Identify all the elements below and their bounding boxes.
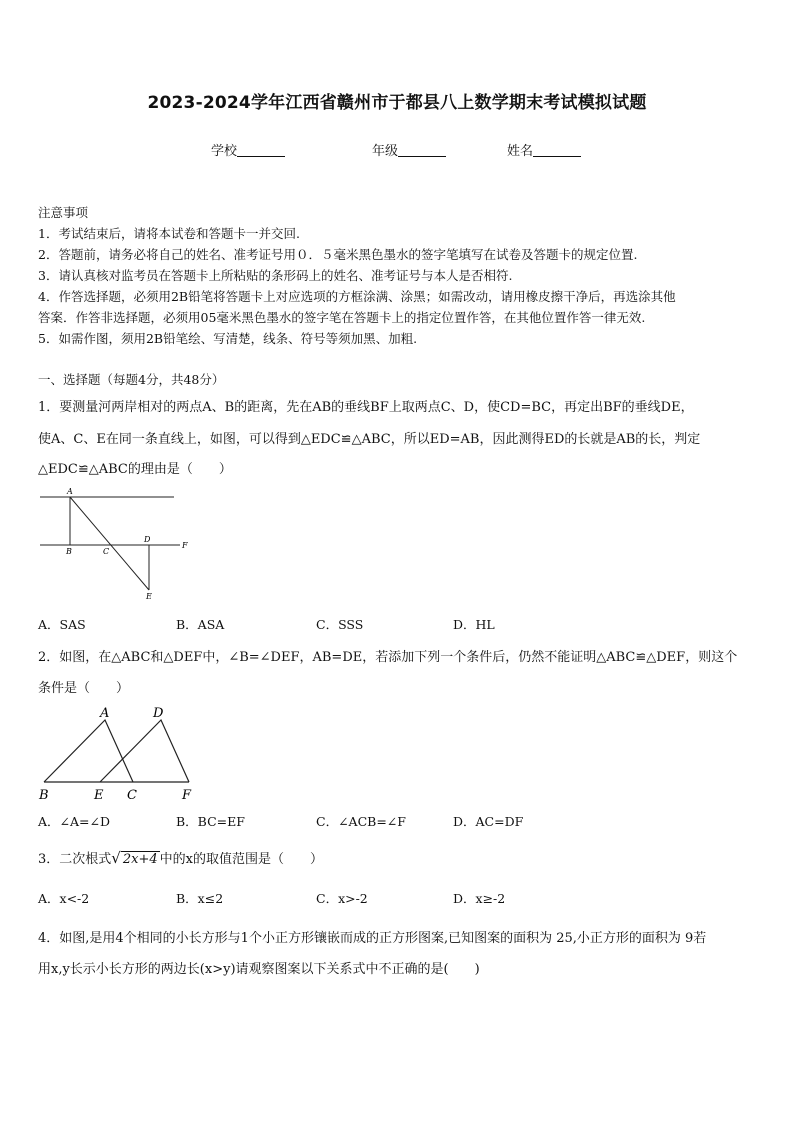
q3-radicand: 2x+4 bbox=[122, 852, 158, 867]
notice-item: 2．答题前，请务必将自己的姓名、准考证号用０．５毫米黑色墨水的签字笔填写在试卷及答题卡的规定位置. bbox=[38, 247, 638, 262]
section-heading: 一、选择题（每题4分，共48分） bbox=[38, 372, 225, 387]
label-e: E bbox=[146, 592, 152, 601]
label-e: E bbox=[94, 788, 104, 803]
q3-option-d: D．x≥-2 bbox=[453, 891, 506, 906]
label-a: A bbox=[100, 706, 110, 721]
q3-option-a: A．x<-2 bbox=[38, 891, 90, 906]
label-c: C bbox=[127, 788, 137, 803]
label-f: F bbox=[182, 788, 192, 803]
school-blank bbox=[237, 143, 285, 157]
q1-option-a: A．SAS bbox=[38, 617, 86, 632]
notice-item: 3．请认真核对监考员在答题卡上所粘贴的条形码上的姓名、准考证号与本人是否相符. bbox=[38, 268, 513, 283]
school-field bbox=[211, 140, 285, 159]
notice-item: 4．作答选择题，必须用2B铅笔将答题卡上对应选项的方框涂满、涂黑；如需改动，请用橡皮擦干净后，再选涂其他 bbox=[38, 289, 676, 304]
triangle-abc bbox=[44, 720, 133, 782]
segment-ae bbox=[70, 497, 149, 590]
page-title: 2023-2024学年江西省赣州市于都县八上数学期末考试模拟试题 bbox=[147, 93, 647, 113]
q2-option-d: D．AC=DF bbox=[453, 814, 524, 829]
notice-item: 1．考试结束后，请将本试卷和答题卡一并交回. bbox=[38, 226, 300, 241]
q1-line: 使A、C、E在同一条直线上，如图，可以得到△EDC≌△ABC，所以ED=AB，因此测得ED的长就是AB的长，判定 bbox=[38, 432, 701, 447]
q2-option-a: A．∠A=∠D bbox=[38, 814, 110, 829]
name-field bbox=[507, 140, 581, 159]
notice-heading: 注意事项 bbox=[38, 205, 89, 220]
q2-line: 2．如图，在△ABC和△DEF中，∠B=∠DEF，AB=DE，若添加下列一个条件后，仍然不能证明△ABC≌△DEF，则这个 bbox=[38, 650, 738, 665]
q3-option-b: B．x≤2 bbox=[176, 891, 224, 906]
q1-line: 1．要测量河两岸相对的两点A、B的距离，先在AB的垂线BF上取两点C、D，使CD=BC，再定出BF的垂线DE， bbox=[38, 400, 694, 415]
q1-line: △EDC≌△ABC的理由是（ ） bbox=[38, 462, 232, 477]
grade-label: 年级 bbox=[372, 144, 399, 159]
q1-option-d: D．HL bbox=[453, 617, 495, 632]
q4-line: 4．如图,是用4个相同的小长方形与1个小正方形镶嵌而成的正方形图案,已知图案的面积为 25,小正方形的面积为 9若 bbox=[38, 931, 707, 946]
notice-item: 答案．作答非选择题，必须用05毫米黑色墨水的签字笔在答题卡上的指定位置作答，在其他位置作答一律无效. bbox=[38, 310, 646, 325]
q3-prefix: 3．二次根式 bbox=[38, 852, 112, 867]
grade-blank bbox=[398, 143, 446, 157]
label-a: A bbox=[67, 487, 73, 496]
q3-line bbox=[38, 848, 323, 867]
grade-field bbox=[372, 140, 446, 159]
notice-item: 5．如需作图，须用2B铅笔绘、写清楚，线条、符号等须加黑、加粗. bbox=[38, 331, 418, 346]
q2-line: 条件是（ ） bbox=[38, 681, 130, 696]
triangle-def bbox=[100, 720, 189, 782]
school-label: 学校 bbox=[211, 144, 238, 159]
q3-option-c: C．x>-2 bbox=[316, 891, 368, 906]
q4-line: 用x,y长示小长方形的两边长(x>y)请观察图案以下关系式中不正确的是( ) bbox=[38, 962, 480, 977]
name-blank bbox=[533, 143, 581, 157]
label-f: F bbox=[182, 541, 188, 550]
radical-sign: √ bbox=[111, 849, 121, 867]
q1-figure bbox=[36, 484, 196, 604]
q1-option-b: B．ASA bbox=[176, 617, 225, 632]
q2-option-b: B．BC=EF bbox=[176, 814, 245, 829]
label-d: D bbox=[153, 706, 164, 721]
label-b: B bbox=[66, 547, 72, 556]
name-label: 姓名 bbox=[507, 144, 534, 159]
label-d: D bbox=[144, 535, 151, 544]
q1-option-c: C．SSS bbox=[316, 617, 364, 632]
q2-option-c: C．∠ACB=∠F bbox=[316, 814, 406, 829]
label-b: B bbox=[39, 788, 49, 803]
q2-figure bbox=[34, 702, 204, 804]
label-c: C bbox=[103, 547, 110, 556]
q3-suffix: 中的x的取值范围是（ ） bbox=[159, 852, 323, 867]
